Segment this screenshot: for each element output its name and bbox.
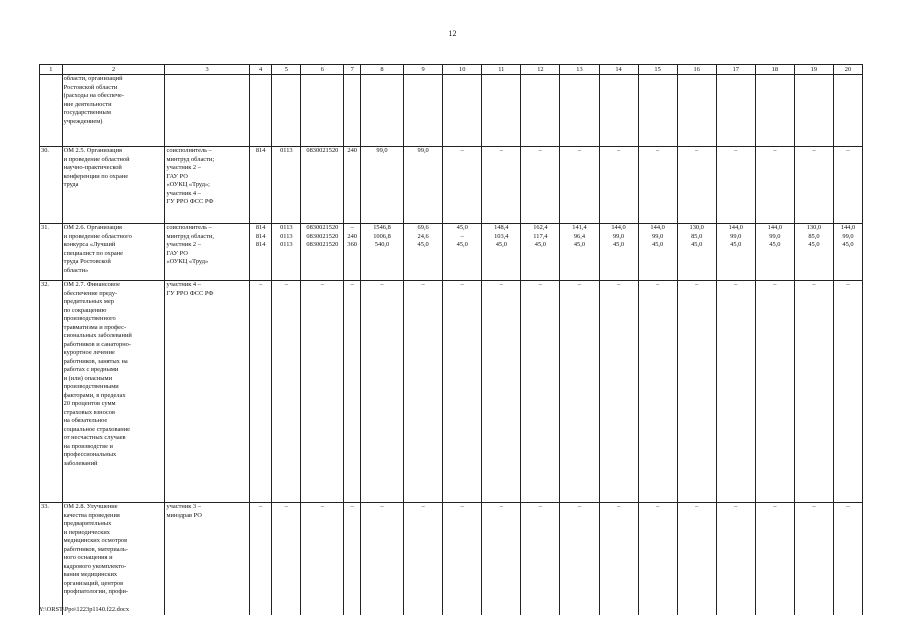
row-number-cell: 32. bbox=[40, 281, 63, 503]
value-cell-v15: – bbox=[638, 503, 677, 615]
program-table bbox=[39, 64, 863, 615]
value-cell-v17: 144,0 99,0 45,0 bbox=[716, 224, 755, 281]
value-cell-v8: 99,0 bbox=[360, 147, 403, 224]
event-name-cell: ОМ 2.8. Улучшение качества проведения предварительных и периодических медицинских осмотров работников, материаль- ного оснащения и кадрового укомплекто- вания медицинских организаций, центров профпатологии, профи- bbox=[62, 503, 165, 615]
page-number: 12 bbox=[448, 29, 457, 38]
event-name-cell: области, организаций Ростовской области (расходы на обеспече- ние деятельности государственным учреждением) bbox=[62, 75, 165, 147]
value-cell-v8: 1546,8 1006,8 540,0 bbox=[360, 224, 403, 281]
value-cell-v12: – bbox=[521, 503, 560, 615]
value-cell-v9: – bbox=[404, 281, 443, 503]
value-cell-v10: – bbox=[443, 503, 482, 615]
value-cell-v17: – bbox=[716, 147, 755, 224]
header-cell: 14 bbox=[599, 65, 638, 75]
value-cell-v18: 144,0 99,0 45,0 bbox=[755, 224, 794, 281]
value-cell-v10: – bbox=[443, 147, 482, 224]
value-cell-v20: – bbox=[833, 147, 862, 224]
value-cell-v18: – bbox=[755, 147, 794, 224]
value-cell-v19: 130,0 85,0 45,0 bbox=[794, 224, 833, 281]
value-cell-v11: 148,4 103,4 45,0 bbox=[482, 224, 521, 281]
value-cell-v16: – bbox=[677, 281, 716, 503]
value-cell-v8 bbox=[360, 75, 403, 147]
value-cell-v13: – bbox=[560, 281, 599, 503]
table-row bbox=[40, 147, 863, 224]
header-cell: 3 bbox=[165, 65, 249, 75]
value-cell-v15: 144,0 99,0 45,0 bbox=[638, 224, 677, 281]
value-cell-grbs: – bbox=[249, 281, 272, 503]
value-cell-rzpr: – bbox=[272, 281, 301, 503]
header-cell: 6 bbox=[301, 65, 344, 75]
value-cell-v14 bbox=[599, 75, 638, 147]
value-cell-v18: – bbox=[755, 281, 794, 503]
header-cell: 18 bbox=[755, 65, 794, 75]
event-name-cell: ОМ 2.5. Организация и проведение областной научно-практической конференции по охране труда bbox=[62, 147, 165, 224]
table-row bbox=[40, 503, 863, 615]
value-cell-v9 bbox=[404, 75, 443, 147]
value-cell-rzpr: – bbox=[272, 503, 301, 615]
value-cell-vr bbox=[344, 75, 360, 147]
value-cell-v9: 99,0 bbox=[404, 147, 443, 224]
value-cell-v20: 144,0 99,0 45,0 bbox=[833, 224, 862, 281]
value-cell-rzpr: 0113 0113 0113 bbox=[272, 224, 301, 281]
value-cell-vr: 240 bbox=[344, 147, 360, 224]
value-cell-grbs: 814 bbox=[249, 147, 272, 224]
value-cell-v11: – bbox=[482, 281, 521, 503]
value-cell-v17: – bbox=[716, 503, 755, 615]
header-cell: 13 bbox=[560, 65, 599, 75]
header-cell: 4 bbox=[249, 65, 272, 75]
header-cell: 20 bbox=[833, 65, 862, 75]
header-cell: 5 bbox=[272, 65, 301, 75]
value-cell-v13: – bbox=[560, 147, 599, 224]
value-cell-v11: – bbox=[482, 503, 521, 615]
value-cell-vr: – bbox=[344, 281, 360, 503]
header-cell: 10 bbox=[443, 65, 482, 75]
value-cell-csr: – bbox=[301, 281, 344, 503]
value-cell-grbs: 814 814 814 bbox=[249, 224, 272, 281]
event-name-cell: ОМ 2.7. Финансовое обеспечение преду- предительных мер по сокращению производственного травматизма и профес- сиональных заболеваний работников и санаторно- курортное лечение работников, занятых на работах с вредными и (или) опасными производственными факторами, в пределах 20 процентов сумм страховых взносов на обязательное социальное страхование от несчастных случаев на производстве и профессиональных заболеваний bbox=[62, 281, 165, 503]
value-cell-vr: – bbox=[344, 503, 360, 615]
value-cell-v16: – bbox=[677, 503, 716, 615]
value-cell-csr: 0830021520 0830021520 0830021520 bbox=[301, 224, 344, 281]
header-cell: 2 bbox=[62, 65, 165, 75]
header-cell: 1 bbox=[40, 65, 63, 75]
table-row bbox=[40, 75, 863, 147]
value-cell-v10 bbox=[443, 75, 482, 147]
header-cell: 17 bbox=[716, 65, 755, 75]
table-row bbox=[40, 281, 863, 503]
value-cell-v13: 141,4 96,4 45,0 bbox=[560, 224, 599, 281]
value-cell-vr: – 240 360 bbox=[344, 224, 360, 281]
row-number-cell: 30. bbox=[40, 147, 63, 224]
value-cell-v18 bbox=[755, 75, 794, 147]
executor-cell: участник 4 – ГУ РРО ФСС РФ bbox=[165, 281, 249, 503]
value-cell-v14: 144,0 99,0 45,0 bbox=[599, 224, 638, 281]
value-cell-v13 bbox=[560, 75, 599, 147]
value-cell-v10: 45,0 – 45,0 bbox=[443, 224, 482, 281]
value-cell-v20: – bbox=[833, 503, 862, 615]
value-cell-v15: – bbox=[638, 281, 677, 503]
value-cell-v15: – bbox=[638, 147, 677, 224]
value-cell-v19: – bbox=[794, 503, 833, 615]
value-cell-rzpr: 0113 bbox=[272, 147, 301, 224]
value-cell-v19: – bbox=[794, 147, 833, 224]
value-cell-v15 bbox=[638, 75, 677, 147]
value-cell-v14: – bbox=[599, 503, 638, 615]
row-number-cell bbox=[40, 75, 63, 147]
value-cell-v11 bbox=[482, 75, 521, 147]
value-cell-v16: – bbox=[677, 147, 716, 224]
executor-cell bbox=[165, 75, 249, 147]
value-cell-v16: 130,0 85,0 45,0 bbox=[677, 224, 716, 281]
header-cell: 19 bbox=[794, 65, 833, 75]
value-cell-v10: – bbox=[443, 281, 482, 503]
value-cell-csr: – bbox=[301, 503, 344, 615]
header-cell: 12 bbox=[521, 65, 560, 75]
value-cell-rzpr bbox=[272, 75, 301, 147]
row-number-cell: 33. bbox=[40, 503, 63, 615]
value-cell-v14: – bbox=[599, 147, 638, 224]
row-number-cell: 31. bbox=[40, 224, 63, 281]
header-cell: 16 bbox=[677, 65, 716, 75]
executor-cell: соисполнитель – минтруд области; участник 2 – ГАУ РО «ОУКЦ «Труд»; участник 4 – ГУ РРО ФСС РФ bbox=[165, 147, 249, 224]
header-cell: 7 bbox=[344, 65, 360, 75]
value-cell-v14: – bbox=[599, 281, 638, 503]
value-cell-v18: – bbox=[755, 503, 794, 615]
header-cell: 11 bbox=[482, 65, 521, 75]
value-cell-v13: – bbox=[560, 503, 599, 615]
value-cell-csr: 0830021520 bbox=[301, 147, 344, 224]
executor-cell: соисполнитель – минтруд области, участник 2 – ГАУ РО «ОУКЦ «Труд» bbox=[165, 224, 249, 281]
header-row bbox=[40, 65, 863, 75]
value-cell-v8: – bbox=[360, 503, 403, 615]
executor-cell: участник 3 – минздрав РО bbox=[165, 503, 249, 615]
value-cell-v19 bbox=[794, 75, 833, 147]
value-cell-v12 bbox=[521, 75, 560, 147]
value-cell-v17 bbox=[716, 75, 755, 147]
value-cell-v20 bbox=[833, 75, 862, 147]
value-cell-v12: 162,4 117,4 45,0 bbox=[521, 224, 560, 281]
value-cell-v11: – bbox=[482, 147, 521, 224]
value-cell-v16 bbox=[677, 75, 716, 147]
value-cell-v17: – bbox=[716, 281, 755, 503]
value-cell-v12: – bbox=[521, 281, 560, 503]
value-cell-v9: – bbox=[404, 503, 443, 615]
value-cell-grbs: – bbox=[249, 503, 272, 615]
value-cell-grbs bbox=[249, 75, 272, 147]
table-row bbox=[40, 224, 863, 281]
header-cell: 15 bbox=[638, 65, 677, 75]
header-cell: 8 bbox=[360, 65, 403, 75]
file-path-footer: Y:\ORST\Ppo\1223p1140.f22.docx bbox=[39, 606, 130, 613]
value-cell-v20: – bbox=[833, 281, 862, 503]
event-name-cell: ОМ 2.6. Организация и проведение областного конкурса «Лучший специалист по охране труда Ростовской области» bbox=[62, 224, 165, 281]
value-cell-v8: – bbox=[360, 281, 403, 503]
value-cell-v12: – bbox=[521, 147, 560, 224]
value-cell-v19: – bbox=[794, 281, 833, 503]
value-cell-csr bbox=[301, 75, 344, 147]
value-cell-v9: 69,6 24,6 45,0 bbox=[404, 224, 443, 281]
header-cell: 9 bbox=[404, 65, 443, 75]
